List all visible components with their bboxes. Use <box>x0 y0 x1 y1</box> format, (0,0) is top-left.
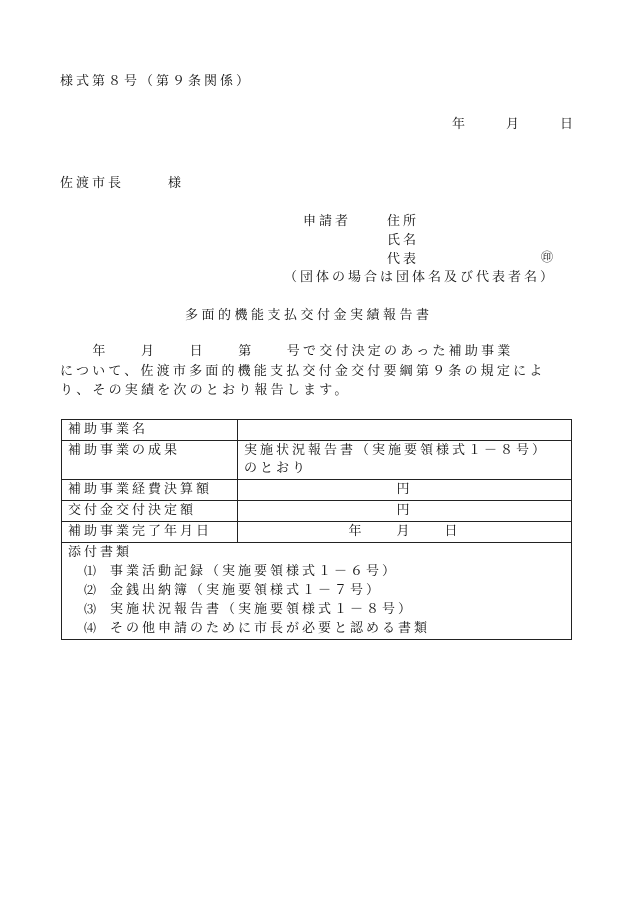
table-row <box>62 480 572 501</box>
representative-label: 代表 <box>387 252 420 267</box>
attachment-item <box>68 619 565 638</box>
row-value <box>238 420 572 441</box>
form-number: 様式第８号（第９条関係） <box>60 74 253 89</box>
group-note: （団体の場合は団体名及び代表者名） <box>284 270 557 285</box>
row-label: 補助事業の成果 <box>62 441 238 480</box>
attachment-number: ⑵ <box>84 583 97 597</box>
attachment-text: 実施状況報告書（実施要領様式１－８号） <box>110 602 415 617</box>
attachments-cell <box>62 543 572 640</box>
row-label: 交付金交付決定額 <box>62 501 238 522</box>
date-line <box>452 113 576 132</box>
row-label: 補助事業経費決算額 <box>62 480 238 501</box>
table-row <box>62 420 572 441</box>
row-value: 円 <box>238 501 572 522</box>
date-month: 月 <box>506 117 523 132</box>
body-line: について、佐渡市多面的機能支払交付金交付要綱第９条の規定によ <box>60 363 546 379</box>
row-label: 補助事業名 <box>62 420 238 441</box>
row-value-line: 実施状況報告書（実施要領様式１－８号） <box>244 443 549 458</box>
row-value <box>238 441 572 480</box>
document-title: 多面的機能支払交付金実績報告書 <box>185 308 433 323</box>
row-value: 年 月 日 <box>238 522 572 543</box>
date-day: 日 <box>560 117 577 132</box>
attachment-item <box>68 600 565 619</box>
attachment-text: 金銭出納簿（実施要領様式１－７号） <box>110 583 383 598</box>
attachment-number: ⑶ <box>84 602 97 616</box>
address-label: 住所 <box>387 214 420 229</box>
seal-mark: ㊞ <box>541 250 554 264</box>
attachment-text: その他申請のために市長が必要と認める書類 <box>110 621 431 636</box>
name-label: 氏名 <box>387 233 420 248</box>
attachment-number: ⑴ <box>84 564 97 578</box>
body-line: り、その実績を次のとおり報告します。 <box>60 383 351 398</box>
addressee <box>60 172 184 191</box>
attachment-item <box>68 562 565 581</box>
attachment-item <box>68 581 565 600</box>
applicant-label: 申請者 <box>303 214 352 229</box>
row-value: 円 <box>238 480 572 501</box>
addressee-name: 佐渡市長 <box>60 176 125 191</box>
report-table <box>61 419 572 640</box>
table-row <box>62 501 572 522</box>
body-paragraph <box>60 342 580 401</box>
row-label: 補助事業完了年月日 <box>62 522 238 543</box>
body-line: 年 月 日 第 号で交付決定のあった補助事業 <box>60 344 514 359</box>
addressee-honorific: 様 <box>168 176 185 191</box>
table-row <box>62 441 572 480</box>
attachment-number: ⑷ <box>84 621 97 635</box>
attachments-heading: 添付書類 <box>68 545 133 560</box>
table-row <box>62 522 572 543</box>
attachments-row <box>62 543 572 640</box>
date-year: 年 <box>452 117 469 132</box>
row-value-line: のとおり <box>244 461 309 476</box>
attachment-text: 事業活動記録（実施要領様式１－６号） <box>110 564 399 579</box>
